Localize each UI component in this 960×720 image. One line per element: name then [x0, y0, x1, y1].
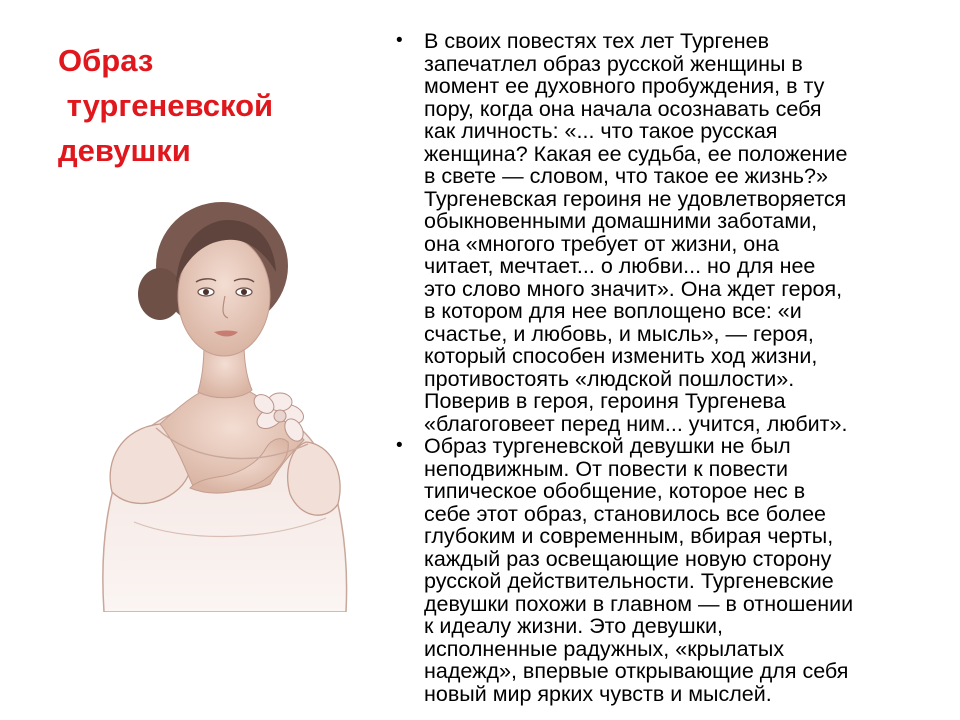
text-line: она «многого требует от жизни, она	[424, 231, 780, 256]
text-line: Поверив в героя, героиня Тургенева	[424, 389, 786, 413]
portrait-image	[94, 192, 356, 612]
text-line: Образ тургеневской девушки не был	[424, 434, 791, 458]
text-line: глубоким и современным, вбирая черты,	[424, 524, 834, 548]
text-line: пору, когда она начала осознавать себя	[424, 96, 822, 121]
text-line: который способен изменить ход жизни,	[424, 344, 818, 368]
text-line: запечатлел образ русской женщины в	[424, 51, 803, 76]
text-line: в свете — словом, что такое ее жизнь?»	[424, 164, 828, 188]
text-line: неподвижным. От повести к повести	[424, 456, 788, 481]
bullet-list	[374, 30, 914, 705]
bullet-item-2	[374, 435, 914, 705]
text-line: себе этот образ, становилось все более	[424, 501, 826, 526]
slide-title	[58, 38, 348, 173]
text-line: девушки похожи в главном — в отношении	[424, 591, 854, 616]
bullet-marker: •	[396, 435, 403, 456]
text-line: обыкновенными домашними заботами,	[424, 209, 818, 233]
title-line-2: тургеневской	[58, 88, 274, 123]
text-line: к идеалу жизни. Это девушки,	[424, 614, 724, 638]
text-line: русской действительности. Тургеневские	[424, 569, 834, 593]
bullet-item-1	[374, 30, 914, 435]
text-line: надежд», впервые открывающие для себя	[424, 659, 849, 683]
text-line: противостоять «людской пошлости».	[424, 366, 795, 391]
text-line: читает, мечтает... о любви... но для нее	[424, 254, 816, 278]
text-line: Тургеневская героиня не удовлетворяется	[424, 186, 847, 211]
text-line: женщина? Какая ее судьба, ее положение	[424, 141, 848, 166]
bullet-marker: •	[396, 30, 403, 51]
title-line-1: Образ	[58, 43, 154, 78]
text-line: исполненные радужных, «крылатых	[424, 636, 785, 661]
text-line: В своих повестях тех лет Тургенев	[424, 29, 770, 53]
title-line-3: девушки	[58, 133, 191, 168]
text-line: каждый раз освещающие новую сторону	[424, 546, 832, 571]
text-line: как личность: «... что такое русская	[424, 119, 778, 143]
text-line: это слово много значит». Она ждет героя,	[424, 276, 843, 301]
text-line: типическое обобщение, которое нес в	[424, 479, 806, 503]
text-line: новый мир ярких чувств и мыслей.	[424, 681, 772, 706]
text-line: в котором для нее воплощено все: «и	[424, 299, 802, 323]
text-line: счастье, и любовь, и мысль», — героя,	[424, 321, 814, 346]
text-line: «благоговеет перед ним... учится, любит».	[424, 411, 848, 436]
text-line: момент ее духовного пробуждения, в ту	[424, 74, 825, 98]
